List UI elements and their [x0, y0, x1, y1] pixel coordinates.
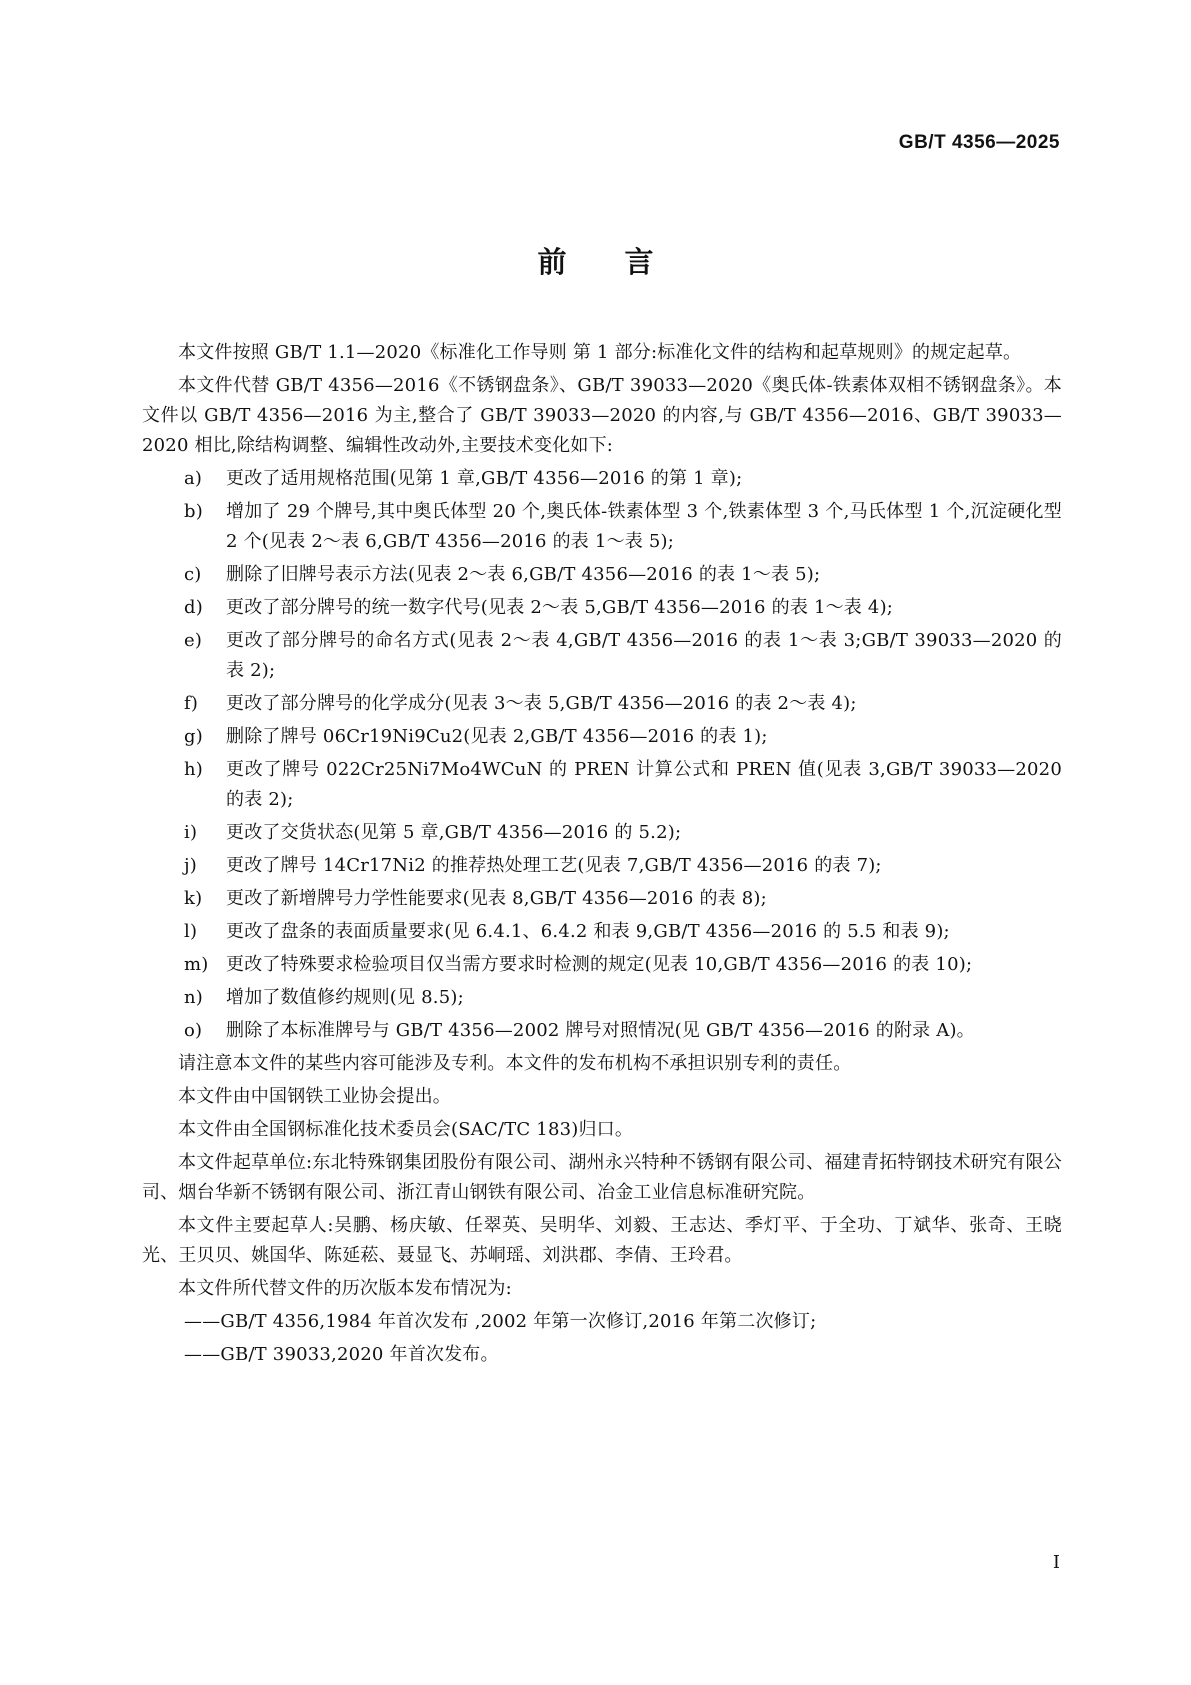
list-item — [142, 884, 1062, 914]
list-marker: e) — [184, 630, 203, 651]
list-marker: o) — [184, 1020, 203, 1041]
list-item-text: 更改了部分牌号的命名方式(见表 2～表 4,GB/T 4356—2016 的表 1～表 3;GB/T 39033—2020 的表 2); — [226, 630, 1062, 681]
list-marker: d) — [184, 597, 203, 618]
list-item-text: 删除了旧牌号表示方法(见表 2～表 6,GB/T 4356—2016 的表 1～表 5); — [226, 564, 821, 585]
list-item — [142, 497, 1062, 557]
list-marker: k) — [184, 888, 203, 909]
list-marker: j) — [184, 855, 198, 876]
page-number: I — [1052, 1552, 1060, 1573]
paragraph-patent-notice: 请注意本文件的某些内容可能涉及专利。本文件的发布机构不承担识别专利的责任。 — [178, 1053, 852, 1074]
paragraph-drafting-rules: 本文件按照 GB/T 1.1—2020《标准化工作导则 第 1 部分:标准化文件的结构和起草规则》的规定起草。 — [178, 342, 1022, 363]
paragraph-committee: 本文件由全国钢标准化技术委员会(SAC/TC 183)归口。 — [178, 1119, 634, 1140]
list-marker: f) — [184, 693, 199, 714]
list-item-text: 更改了适用规格范围(见第 1 章,GB/T 4356—2016 的第 1 章); — [226, 468, 743, 489]
list-item-text: 删除了牌号 06Cr19Ni9Cu2(见表 2,GB/T 4356—2016 的表 1); — [226, 726, 768, 747]
list-marker: g) — [184, 726, 203, 747]
standard-number: GB/T 4356—2025 — [898, 132, 1060, 153]
list-item-text: 更改了交货状态(见第 5 章,GB/T 4356—2016 的 5.2); — [226, 822, 682, 843]
list-item-text: 增加了数值修约规则(见 8.5); — [226, 987, 464, 1008]
paragraph-drafting-units: 本文件起草单位:东北特殊钢集团股份有限公司、湖州永兴特种不锈钢有限公司、福建青拓特钢技术研究有限公司、烟台华新不锈钢有限公司、浙江青山钢铁有限公司、冶金工业信息标准研究院。 — [142, 1152, 1062, 1203]
list-marker: l) — [184, 921, 198, 942]
foreword-body — [142, 338, 1062, 1373]
list-item-text: 更改了部分牌号的统一数字代号(见表 2～表 5,GB/T 4356—2016 的表 1～表 4); — [226, 597, 894, 618]
page-title: 前言 — [537, 245, 712, 279]
list-item-text: 更改了部分牌号的化学成分(见表 3～表 5,GB/T 4356—2016 的表 2～表 4); — [226, 693, 857, 714]
list-item-text: 更改了牌号 022Cr25Ni7Mo4WCuN 的 PREN 计算公式和 PREN 值(见表 3,GB/T 39033—2020 的表 2); — [226, 759, 1062, 810]
list-item — [142, 689, 1062, 719]
list-item — [142, 755, 1062, 815]
paragraph-history-intro: 本文件所代替文件的历次版本发布情况为: — [178, 1278, 512, 1299]
paragraph-proposer: 本文件由中国钢铁工业协会提出。 — [178, 1086, 451, 1107]
version-history-list — [142, 1307, 1062, 1370]
list-item — [142, 722, 1062, 752]
list-item — [142, 464, 1062, 494]
list-item-text: 更改了盘条的表面质量要求(见 6.4.1、6.4.2 和表 9,GB/T 4356—2016 的 5.5 和表 9); — [226, 921, 950, 942]
history-item: ——GB/T 39033,2020 年首次发布。 — [184, 1344, 499, 1365]
list-marker: b) — [184, 501, 203, 522]
paragraph-drafters: 本文件主要起草人:吴鹏、杨庆敏、任翠英、吴明华、刘毅、王志达、季灯平、于全功、丁斌华、张奇、王晓光、王贝贝、姚国华、陈延菘、聂显飞、苏峒瑶、刘洪郡、李倩、王玲君。 — [142, 1215, 1062, 1266]
list-item-text: 增加了 29 个牌号,其中奥氏体型 20 个,奥氏体-铁素体型 3 个,铁素体型 3 个,马氏体型 1 个,沉淀硬化型 2 个(见表 2～表 6,GB/T 4356—2016 的表 1～表 5); — [226, 501, 1062, 552]
list-item — [142, 593, 1062, 623]
technical-changes-list — [142, 464, 1062, 1046]
list-item — [142, 560, 1062, 590]
list-item-text: 更改了特殊要求检验项目仅当需方要求时检测的规定(见表 10,GB/T 4356—2016 的表 10); — [226, 954, 973, 975]
list-marker: i) — [184, 822, 198, 843]
list-item — [142, 851, 1062, 881]
list-item — [142, 983, 1062, 1013]
list-item — [142, 626, 1062, 686]
list-item — [142, 818, 1062, 848]
list-marker: m) — [184, 954, 209, 975]
list-item-text: 更改了牌号 14Cr17Ni2 的推荐热处理工艺(见表 7,GB/T 4356—2016 的表 7); — [226, 855, 882, 876]
list-marker: h) — [184, 759, 204, 780]
list-item — [142, 917, 1062, 947]
list-item — [142, 1016, 1062, 1046]
list-item — [142, 950, 1062, 980]
paragraph-replacement: 本文件代替 GB/T 4356—2016《不锈钢盘条》、GB/T 39033—2020《奥氏体-铁素体双相不锈钢盘条》。本文件以 GB/T 4356—2016 为主,整合了 GB/T 39033—2020 的内容,与 GB/T 4356—2016、GB/T 39033—2020 相比,除结构调整、编辑性改动外,主要技术变化如下: — [142, 375, 1062, 456]
list-marker: a) — [184, 468, 203, 489]
list-item-text: 删除了本标准牌号与 GB/T 4356—2002 牌号对照情况(见 GB/T 4356—2016 的附录 A)。 — [226, 1020, 975, 1041]
list-marker: n) — [184, 987, 204, 1008]
list-item-text: 更改了新增牌号力学性能要求(见表 8,GB/T 4356—2016 的表 8); — [226, 888, 767, 909]
history-item: ——GB/T 4356,1984 年首次发布 ,2002 年第一次修订,2016 年第二次修订; — [184, 1311, 817, 1332]
list-marker: c) — [184, 564, 202, 585]
